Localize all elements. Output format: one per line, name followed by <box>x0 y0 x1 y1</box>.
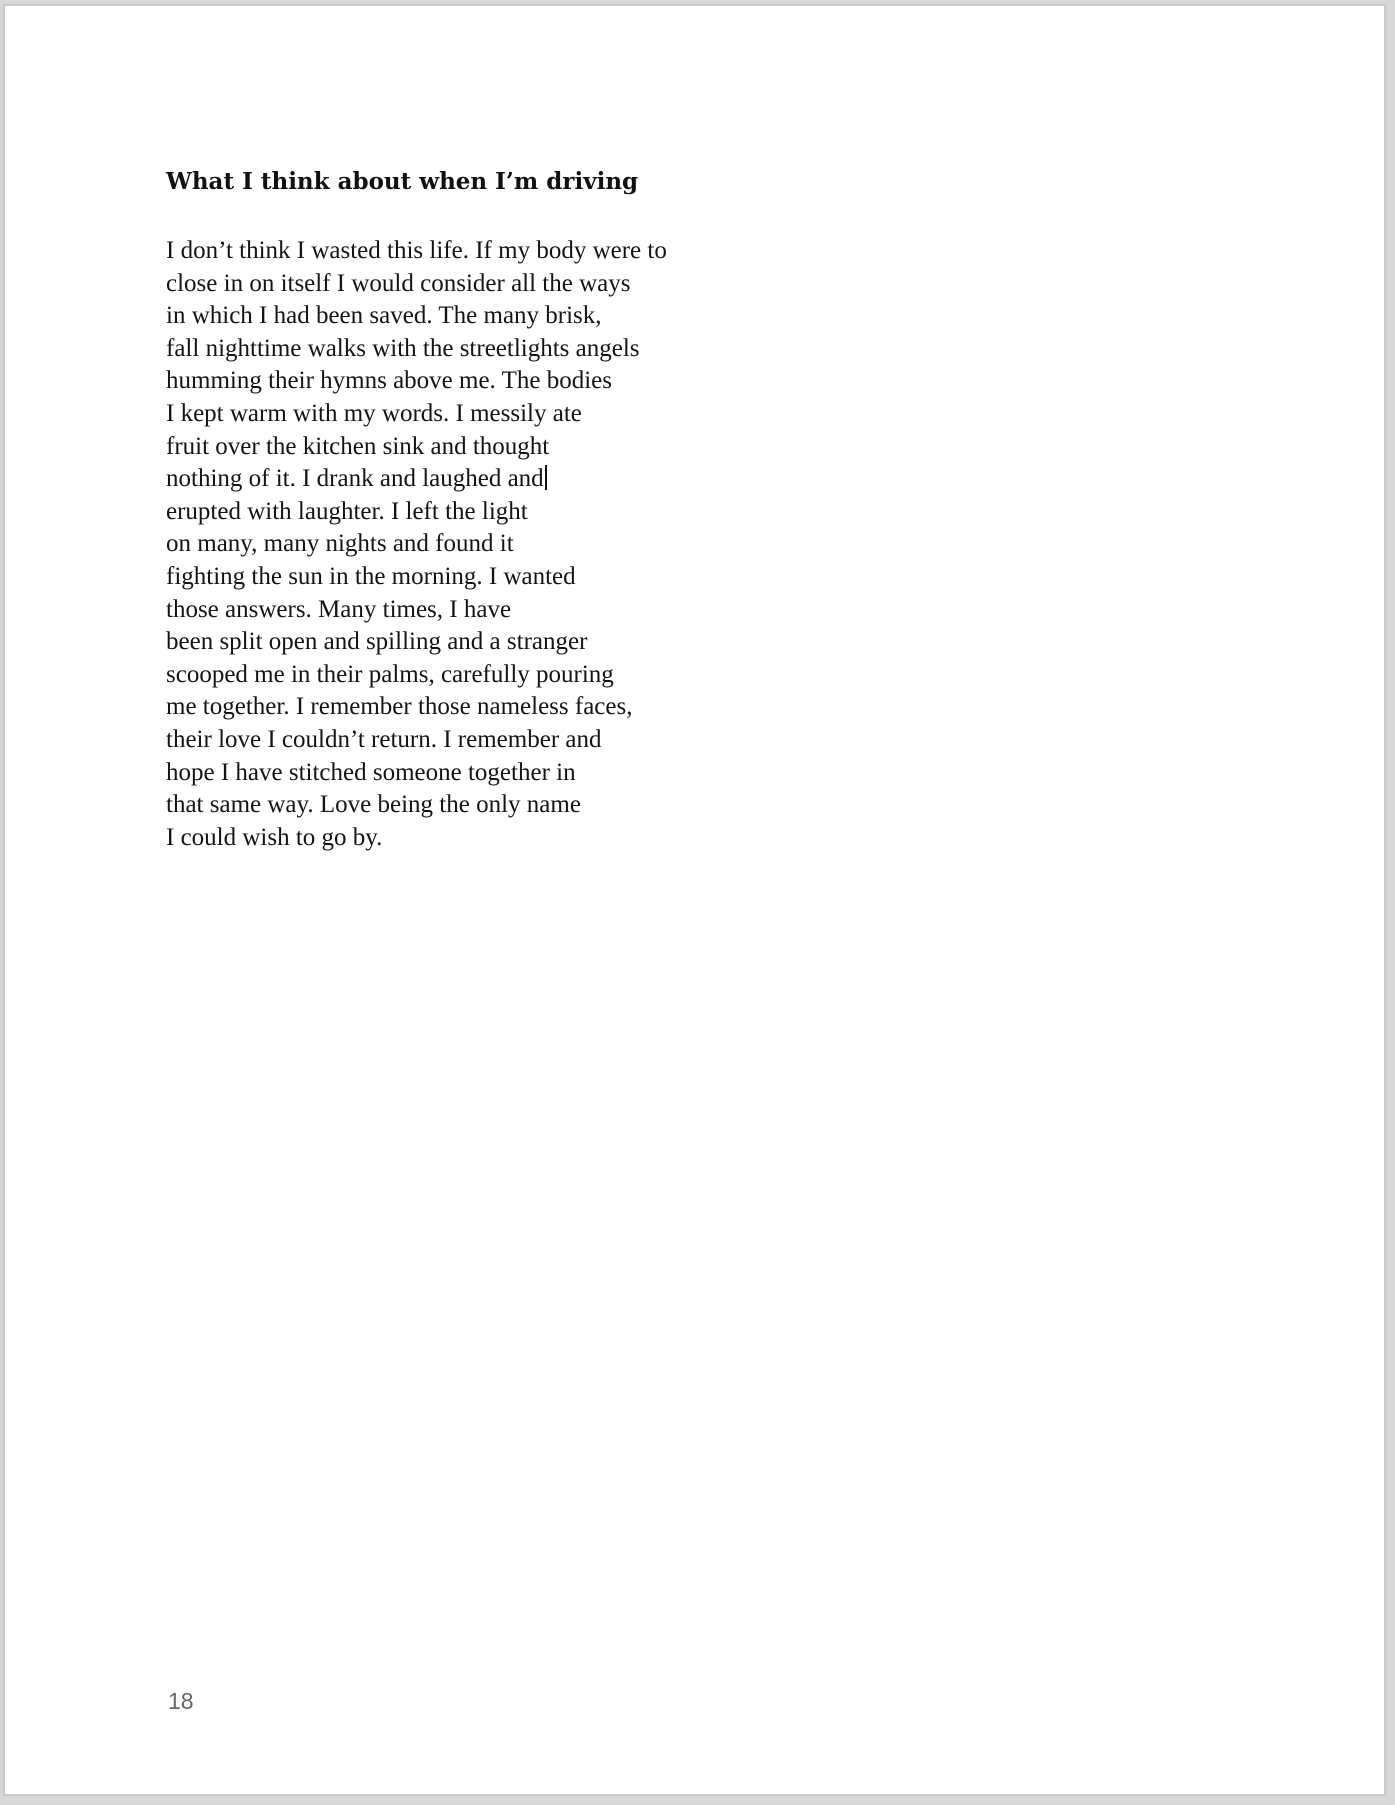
poem-line: hope I have stitched someone together in <box>166 758 576 786</box>
poem-line: close in on itself I would consider all the ways <box>166 269 631 297</box>
poem-line: scooped me in their palms, carefully pouring <box>166 660 614 688</box>
poem-line: fighting the sun in the morning. I wanted <box>166 562 576 590</box>
poem-line: on many, many nights and found it <box>166 530 514 558</box>
poem-line: humming their hymns above me. The bodies <box>166 367 612 395</box>
poem-title: What I think about when I’m driving <box>166 168 639 195</box>
poem-line-text: nothing of it. I drank and laughed and <box>166 465 544 493</box>
document-page[interactable] <box>4 5 1385 1795</box>
poem-line: erupted with laughter. I left the light <box>166 497 528 525</box>
poem-line: me together. I remember those nameless faces, <box>166 693 633 721</box>
poem-body[interactable] <box>166 235 667 854</box>
poem-line: their love I couldn’t return. I remember and <box>166 725 602 753</box>
poem-line: fall nighttime walks with the streetlights angels <box>166 334 640 362</box>
poem-line: I don’t think I wasted this life. If my body were to <box>166 237 667 264</box>
poem-line: those answers. Many times, I have <box>166 595 512 623</box>
poem-line: in which I had been saved. The many brisk, <box>166 302 602 330</box>
poem-line: I kept warm with my words. I messily ate <box>166 399 582 427</box>
poem-line: I could wish to go by. <box>166 823 383 851</box>
poem-line: been split open and spilling and a stranger <box>166 628 588 656</box>
poem-line: that same way. Love being the only name <box>166 791 581 819</box>
poem-line-with-caret <box>166 463 667 496</box>
poem-line: fruit over the kitchen sink and thought <box>166 432 550 460</box>
page-number: 18 <box>168 1688 194 1714</box>
text-cursor <box>545 465 547 490</box>
